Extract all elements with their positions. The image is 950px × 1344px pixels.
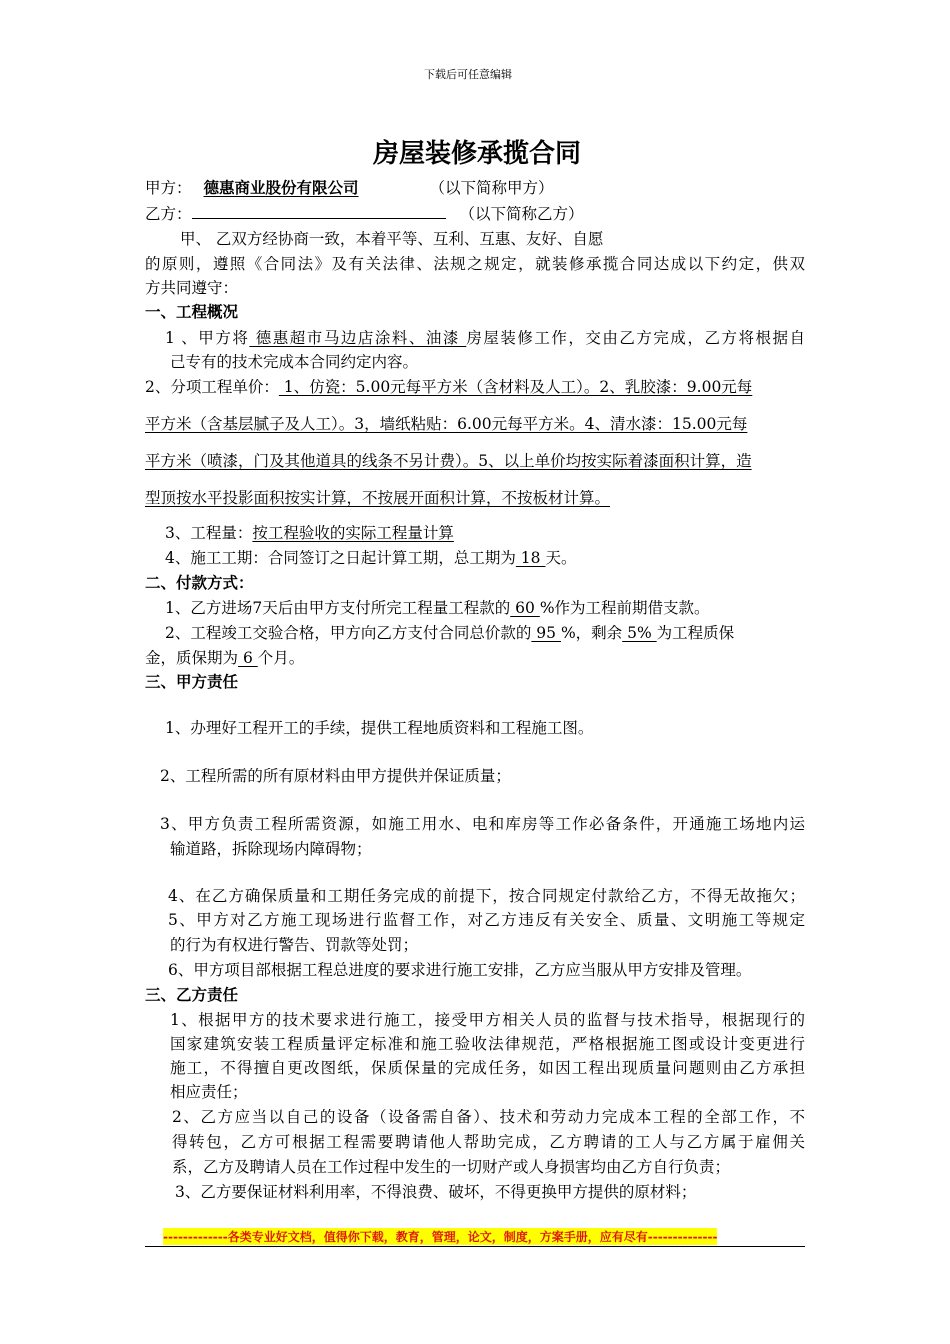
s1-item-4-prefix: 4、施工工期：合同签订之日起计算工期，总工期为 — [165, 549, 516, 567]
s1-item-3-value: 按工程验收的实际工程量计算 — [252, 524, 454, 542]
s1-item-1-suffix: 房屋装修工作，交由乙方完成，乙方将根据自 — [466, 329, 805, 347]
s3-item-3-line-1: 3、甲方负责工程所需资源，如施工用水、电和库房等工作必备条件，开通施工场地内运 — [160, 815, 805, 833]
s3-item-3-line-2: 输道路，拆除现场内障碍物； — [170, 840, 372, 858]
intro-line-3: 方共同遵守： — [145, 279, 239, 297]
party-a-line — [145, 178, 554, 198]
s2-item-1-percent: 60 — [510, 599, 540, 617]
s1-item-4 — [165, 548, 576, 568]
s1-item-2-line-3: 平方米（喷漆，门及其他道具的线条不另计费）。5、以上单价均按实际着漆面积计算，造 — [145, 452, 752, 470]
s3-item-6: 6、甲方项目部根据工程总进度的要求进行施工安排，乙方应当服从甲方安排及管理。 — [168, 961, 752, 979]
party-b-note: （以下简称乙方） — [459, 205, 584, 223]
page-header: 下载后可任意编辑 — [424, 68, 512, 81]
s2-item-2-retention: 5% — [622, 624, 657, 642]
s3-item-5-line-2: 的行为有权进行警告、罚款等处罚； — [170, 936, 419, 954]
section-4-heading: 三、乙方责任 — [145, 986, 239, 1004]
s3-item-2: 2、工程所需的所有原材料由甲方提供并保证质量； — [160, 767, 511, 785]
s1-item-3 — [165, 523, 454, 543]
party-a-note: （以下简称甲方） — [429, 179, 554, 197]
s2-item-2-line-2 — [145, 648, 304, 668]
s1-item-3-prefix: 3、工程量： — [165, 524, 253, 542]
s1-item-2-line-4: 型顶按水平投影面积按实计算，不按展开面积计算，不按板材计算。 — [145, 489, 611, 507]
intro-line-2: 的原则，遵照《合同法》及有关法律、法规之规定，就装修承揽合同达成以下约定，供双 — [145, 255, 805, 273]
s1-item-2-prices-1: 1、仿瓷：5.00元每平方米（含材料及人工）。2、乳胶漆：9.00元每 — [278, 378, 753, 396]
intro-line-1: 甲、 乙双方经协商一致，本着平等、互利、互惠、友好、自愿 — [180, 230, 604, 248]
s2-item-2-suffix: 为工程质保 — [656, 624, 735, 642]
s3-item-4: 4、在乙方确保质量和工期任务完成的前提下，按合同规定付款给乙方，不得无故拖欠； — [168, 887, 805, 905]
s2-item-1-prefix: 1、乙方进场7天后由甲方支付所完工程量工程款的 — [165, 599, 511, 617]
s2-item-2-line-1 — [165, 623, 734, 643]
s2-item-2-middle: %，剩余 — [560, 624, 623, 642]
s4-item-3: 3、乙方要保证材料利用率，不得浪费、破坏，不得更换甲方提供的原材料； — [175, 1183, 697, 1201]
section-3-heading: 三、甲方责任 — [145, 673, 239, 691]
s4-item-2-line-3: 系，乙方及聘请人员在工作过程中发生的一切财产或人身损害均由乙方自行负责； — [172, 1158, 731, 1176]
s2-item-2-prefix: 2、工程竣工交验合格，甲方向乙方支付合同总价款的 — [165, 624, 532, 642]
s1-item-1-prefix: 1 、甲方将 — [165, 329, 250, 347]
s2-item-2-warranty-prefix: 金，质保期为 — [145, 649, 239, 667]
s4-item-1-line-4: 相应责任； — [170, 1083, 248, 1101]
s2-item-1-suffix: %作为工程前期借支款。 — [539, 599, 710, 617]
footer-rule — [145, 1246, 805, 1247]
s2-item-2-warranty-months: 6 — [238, 649, 258, 667]
party-b-name-blank — [192, 203, 446, 219]
s3-item-5-line-1: 5、甲方对乙方施工现场进行监督工作，对乙方违反有关安全、质量、文明施工等规定 — [168, 911, 805, 929]
party-b-label: 乙方： — [145, 205, 192, 223]
s4-item-1-line-2: 国家建筑安装工程质量评定标准和施工验收法律规范，严格根据施工图或设计变更进行 — [170, 1035, 805, 1053]
s4-item-1-line-3: 施工，不得擅自更改图纸，保质保量的完成任务，如因工程出现质量问题则由乙方承担 — [170, 1059, 805, 1077]
section-1-heading: 一、工程概况 — [145, 303, 239, 321]
s1-item-1-subject: 德惠超市马边店涂料、油漆 — [249, 329, 467, 347]
s1-item-2-prefix: 2、分项工程单价： — [145, 378, 279, 396]
s4-item-2-line-2: 得转包，乙方可根据工程需要聘请他人帮助完成，乙方聘请的工人与乙方属于雇佣关 — [172, 1133, 805, 1151]
s1-item-2-line-2: 平方米（含基层腻子及人工）。3，墙纸粘贴：6.00元每平方米。4、清水漆：15.00元每 — [145, 415, 748, 433]
s1-item-4-suffix: 天。 — [545, 549, 577, 567]
section-2-heading: 二、付款方式： — [145, 574, 254, 592]
party-a-name: 德惠商业股份有限公司 — [203, 179, 359, 197]
s4-item-1-line-1: 1、根据甲方的技术要求进行施工，接受甲方相关人员的监督与技术指导，根据现行的 — [170, 1011, 805, 1029]
s2-item-1 — [165, 598, 710, 618]
s2-item-2-percent: 95 — [531, 624, 561, 642]
s1-item-2-line-1 — [145, 377, 752, 397]
s2-item-2-warranty-suffix: 个月。 — [257, 649, 305, 667]
s1-item-1-line-1 — [165, 328, 805, 348]
s4-item-2-line-1: 2、乙方应当以自己的设备（设备需自备）、技术和劳动力完成本工程的全部工作，不 — [172, 1108, 805, 1126]
party-a-label: 甲方： — [145, 179, 192, 197]
s3-item-1: 1、办理好工程开工的手续，提供工程地质资料和工程施工图。 — [165, 719, 594, 737]
document-title: 房屋装修承揽合同 — [373, 139, 582, 169]
footer-banner: -------------各类专业好文档，值得你下载，教育，管理，论文，制度，方案手册，应有尽有-------------- — [163, 1230, 718, 1244]
party-b-line — [145, 203, 584, 224]
s1-item-4-days: 18 — [515, 549, 546, 567]
s1-item-1-line-2: 己专有的技术完成本合同约定内容。 — [170, 353, 419, 371]
